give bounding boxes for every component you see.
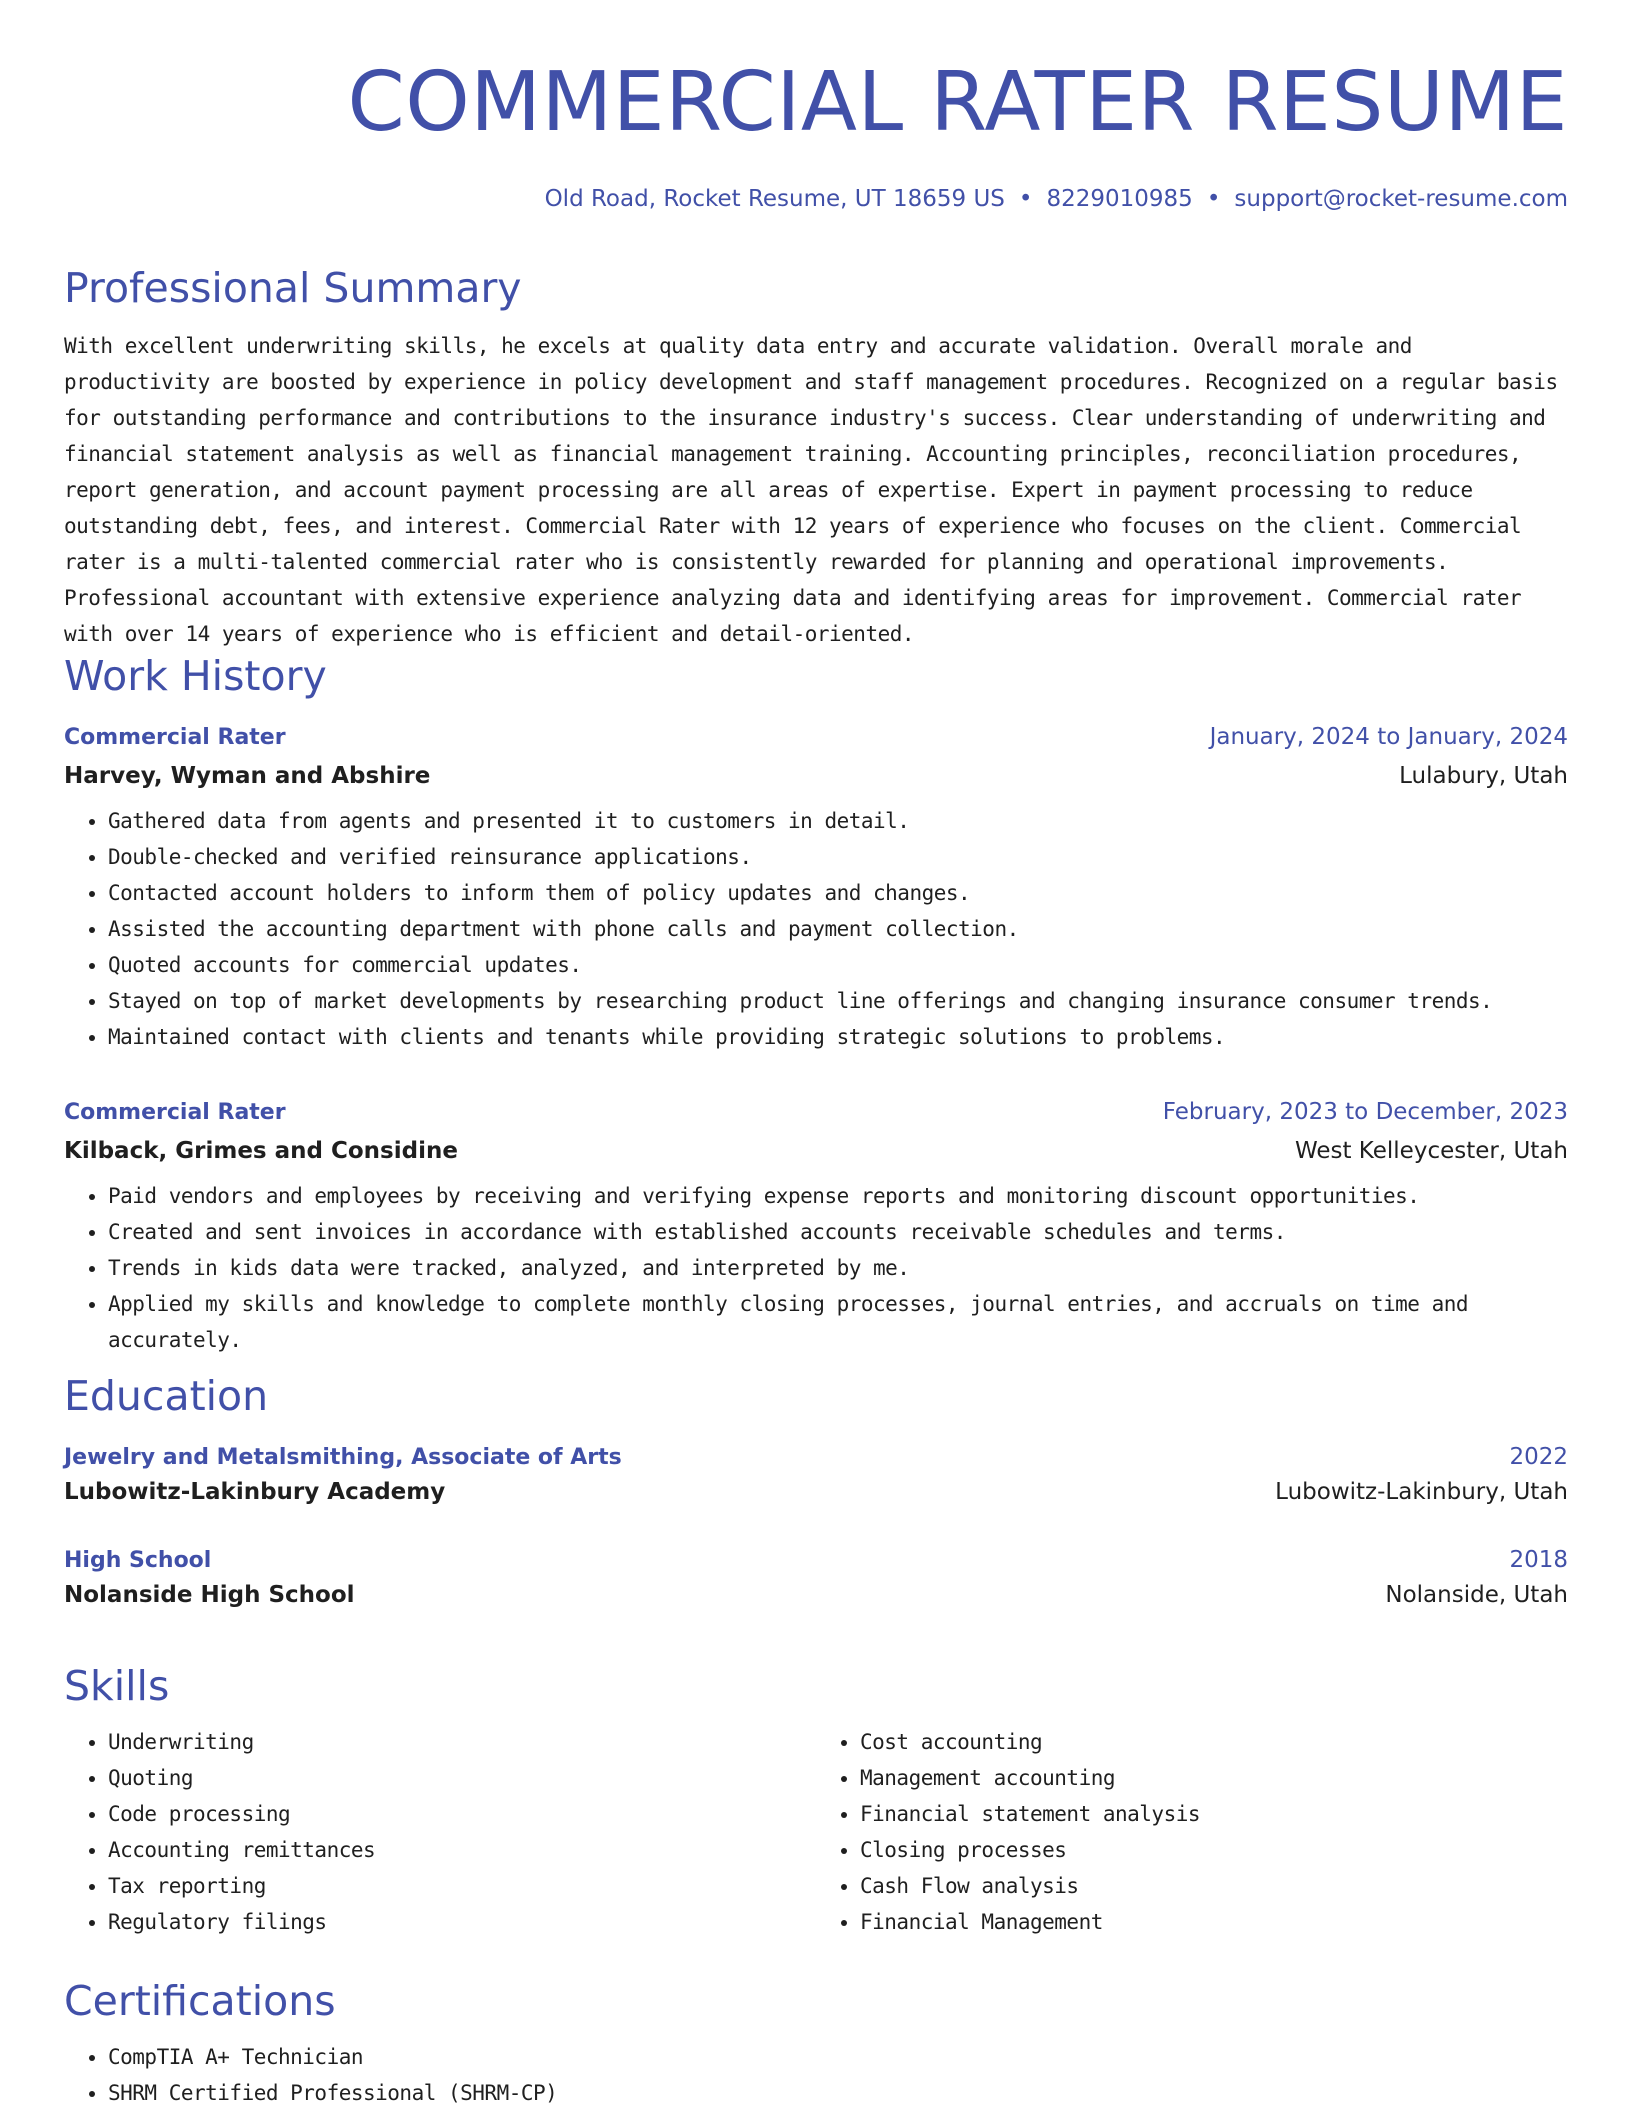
job-entry <box>64 722 1568 1055</box>
degree-title: High School <box>64 1548 212 1573</box>
list-item: • SHRM Certified Professional (SHRM-CP) <box>108 2075 1568 2111</box>
section-heading-skills: Skills <box>64 1662 170 1710</box>
list-item: • Applied my skills and knowledge to complete monthly closing processes, journal entries, and accruals on time and accurately. <box>108 1286 1568 1358</box>
contact-phone: 8229010985 <box>1046 186 1193 212</box>
section-heading-work-history: Work History <box>64 652 327 700</box>
contact-address: Old Road, Rocket Resume, UT 18659 US <box>544 186 1005 212</box>
job-bullets <box>64 803 1568 1055</box>
list-item: • Gathered data from agents and presented it to customers in detail. <box>108 803 1568 839</box>
job-dates: January, 2024 to January, 2024 <box>1209 724 1568 750</box>
summary-text: With excellent underwriting skills, he excels at quality data entry and accurate validation. Overall morale and productivity are boosted by experience in policy development and staff management procedures. Recognized on a regular basis for outstanding performance and contributions to the insurance industry's success. Clear understanding of underwriting and financial statement analysis as well as financial management training. Accounting principles, reconciliation procedures, report generation, and account payment processing are all areas of expertise. Expert in payment processing to reduce outstanding debt, fees, and interest. Commercial Rater with 12 years of experience who focuses on the client. Commercial rater is a multi-talented commercial rater who is consistently rewarded for planning and operational improvements. Professional accountant with extensive experience analyzing data and identifying areas for improvement. Commercial rater with over 14 years of experience who is efficient and detail-oriented. <box>64 334 1558 646</box>
skills-list-right <box>816 1724 1568 1940</box>
contact-email[interactable]: support@rocket-resume.com <box>1234 186 1568 212</box>
education-entry <box>64 1545 1568 1610</box>
list-item: • Maintained contact with clients and tenants while providing strategic solutions to problems. <box>108 1019 1568 1055</box>
skills-section <box>64 1660 1568 1940</box>
list-item: • Quoted accounts for commercial updates. <box>108 947 1568 983</box>
contact-line <box>64 184 1568 214</box>
list-item: • Closing processes <box>860 1832 1568 1868</box>
education-entry <box>64 1442 1568 1507</box>
contact-separator: • <box>1018 186 1033 212</box>
job-company: Harvey, Wyman and Abshire <box>64 763 431 789</box>
certifications-section <box>64 1975 1568 2111</box>
school-name: Lubowitz-Lakinbury Academy <box>64 1479 446 1505</box>
job-bullets <box>64 1178 1568 1358</box>
summary-section <box>64 262 1568 652</box>
job-title: Commercial Rater <box>64 725 286 750</box>
list-item: • Paid vendors and employees by receiving and verifying expense reports and monitoring discount opportunities. <box>108 1178 1568 1214</box>
job-dates: February, 2023 to December, 2023 <box>1162 1099 1568 1125</box>
section-heading-summary: Professional Summary <box>64 264 522 312</box>
list-item: • Created and sent invoices in accordance with established accounts receivable schedules and terms. <box>108 1214 1568 1250</box>
list-item: • CompTIA A+ Technician <box>108 2039 1568 2075</box>
graduation-year: 2018 <box>1509 1547 1568 1573</box>
list-item: • Regulatory filings <box>108 1904 816 1940</box>
list-item: • Quoting <box>108 1760 816 1796</box>
list-item: • Cost accounting <box>860 1724 1568 1760</box>
degree-title: Jewelry and Metalsmithing, Associate of Arts <box>64 1445 622 1470</box>
list-item: • Management accounting <box>860 1760 1568 1796</box>
graduation-year: 2022 <box>1509 1444 1568 1470</box>
list-item: • Assisted the accounting department with phone calls and payment collection. <box>108 911 1568 947</box>
school-location: Lubowitz-Lakinbury, Utah <box>1275 1479 1568 1505</box>
list-item: • Trends in kids data were tracked, analyzed, and interpreted by me. <box>108 1250 1568 1286</box>
job-company: Kilback, Grimes and Considine <box>64 1138 458 1164</box>
section-heading-certifications: Certifications <box>64 1977 336 2025</box>
education-section <box>64 1370 1568 1610</box>
resume-title: COMMERCIAL RATER RESUME <box>347 55 1568 150</box>
section-heading-education: Education <box>64 1372 269 1420</box>
list-item: • Double-checked and verified reinsurance applications. <box>108 839 1568 875</box>
job-location: West Kelleycester, Utah <box>1294 1138 1568 1164</box>
contact-separator: • <box>1206 186 1221 212</box>
job-entry <box>64 1097 1568 1358</box>
list-item: • Code processing <box>108 1796 816 1832</box>
certifications-list <box>64 2039 1568 2111</box>
job-location: Lulabury, Utah <box>1399 763 1568 789</box>
job-title: Commercial Rater <box>64 1100 286 1125</box>
list-item: • Tax reporting <box>108 1868 816 1904</box>
list-item: • Contacted account holders to inform them of policy updates and changes. <box>108 875 1568 911</box>
list-item: • Underwriting <box>108 1724 816 1760</box>
list-item: • Financial Management <box>860 1904 1568 1940</box>
work-history-section <box>64 650 1568 1358</box>
school-name: Nolanside High School <box>64 1582 355 1608</box>
school-location: Nolanside, Utah <box>1385 1582 1568 1608</box>
list-item: • Stayed on top of market developments by researching product line offerings and changing insurance consumer trends. <box>108 983 1568 1019</box>
resume-page <box>64 0 1568 2105</box>
list-item: • Financial statement analysis <box>860 1796 1568 1832</box>
skills-columns <box>64 1724 1568 1940</box>
skills-list-left <box>64 1724 816 1940</box>
list-item: • Accounting remittances <box>108 1832 816 1868</box>
list-item: • Cash Flow analysis <box>860 1868 1568 1904</box>
